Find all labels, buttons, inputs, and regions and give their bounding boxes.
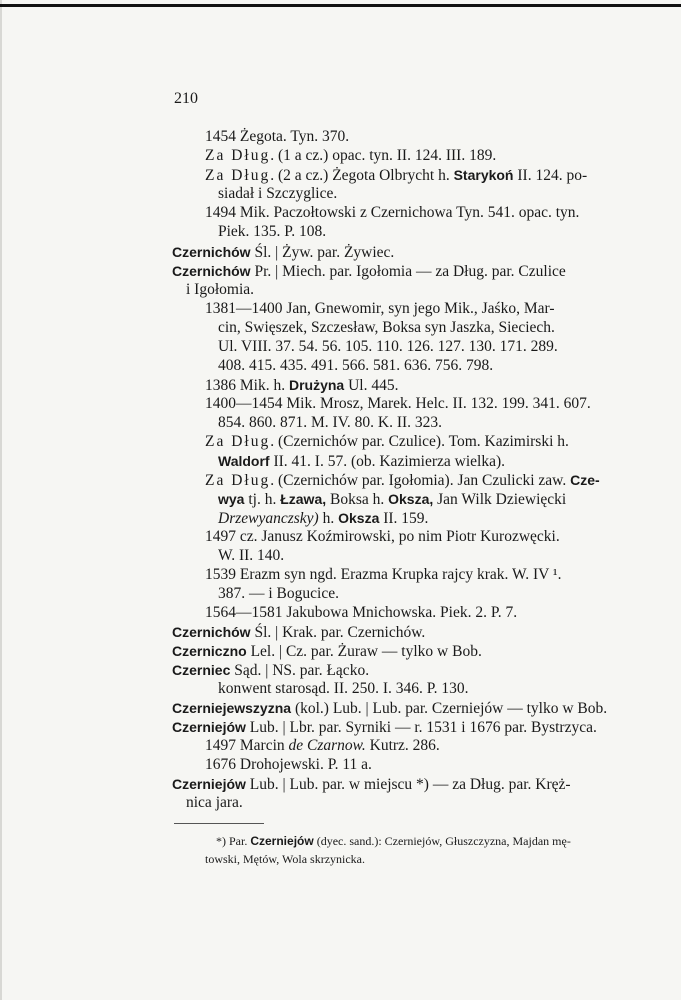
text-line — [218, 356, 493, 376]
text-line — [218, 318, 555, 338]
text-line — [218, 451, 505, 472]
entry-name: Czernichów — [172, 244, 251, 260]
text-segment: Pr. | Miech. par. Igołomia — za Dług. par. Czulice — [250, 263, 566, 280]
italic-text: de Czarnow. — [288, 737, 366, 754]
entry-name: Czerniejów — [172, 719, 246, 735]
text-segment: . (Czernichów par. Czulice). Tom. Kazimirski h. — [270, 433, 569, 450]
entry-name: Czerniejów — [250, 834, 314, 848]
text-segment: Za Dług — [205, 433, 271, 450]
text-segment: 1381—1400 Jan, Gnewomir, syn jego Mik., Jaśko, Mar- — [205, 300, 555, 317]
text-segment: Sąd. | NS. par. Łącko. — [230, 662, 370, 679]
text-segment: tj. h. — [244, 491, 281, 508]
text-line — [172, 717, 597, 738]
text-line — [205, 603, 517, 623]
text-segment: siadał i Szczyglice. — [218, 185, 338, 202]
text-segment: (kol.) Lub. | Lub. par. Czerniejów — tylko w Bob. — [291, 700, 608, 717]
page-number: 210 — [174, 90, 198, 107]
text-line — [172, 261, 566, 282]
text-line — [205, 375, 398, 396]
text-line — [172, 660, 369, 681]
text-line — [172, 622, 425, 643]
text-line — [218, 489, 566, 510]
text-line — [205, 432, 569, 452]
text-line — [205, 527, 560, 547]
text-segment: cin, Swięszek, Szczesław, Boksa syn Jaszka, Sieciech. — [218, 319, 555, 336]
entry-name: Oksza, — [388, 491, 434, 507]
entry-name: Drużyna — [288, 377, 345, 393]
text-line — [205, 565, 561, 585]
text-segment: 1494 Mik. Paczołtowski z Czernichowa Tyn. 541. opac. tyn. — [205, 204, 580, 221]
entry-name: Czerniczno — [172, 643, 247, 659]
page-edge — [0, 0, 2, 1000]
text-segment: konwent starosąd. II. 250. I. 346. P. 130. — [218, 680, 469, 697]
text-line — [218, 413, 442, 433]
text-segment: Za Dług — [205, 472, 271, 489]
text-line — [172, 774, 571, 795]
text-line — [186, 793, 243, 813]
text-line — [172, 242, 394, 263]
entry-name: Czerniejów — [172, 776, 246, 792]
text-segment: Lub. | Lbr. par. Syrniki — r. 1531 i 1676 par. Bystrzyca. — [245, 719, 597, 736]
text-line — [205, 165, 587, 186]
text-segment: II. 41. I. 57. (ob. Kazimierza wielka). — [269, 453, 506, 470]
text-line — [205, 203, 579, 223]
text-segment: nica jara. — [186, 794, 243, 811]
entry-name: Czerniejewszyzna — [172, 700, 292, 716]
text-segment: . (Czernichów par. Igołomia). Jan Czulicki zaw. — [270, 472, 571, 489]
text-line — [205, 127, 349, 147]
text-segment: . (2 a cz.) Żegota Olbrycht h. — [270, 167, 454, 184]
text-line — [205, 299, 555, 319]
text-segment: h. — [318, 510, 339, 527]
text-segment: Lel. | Cz. par. Żuraw — tylko w Bob. — [246, 643, 482, 660]
text-segment: Ul. 445. — [344, 377, 399, 394]
text-segment: Ul. VIII. 37. 54. 56. 105. 110. 126. 127. 130. 171. 289. — [218, 338, 558, 355]
text-line — [218, 584, 339, 604]
text-segment: 1539 Erazm syn ngd. Erazma Krupka rajcy krak. W. IV ¹. — [205, 566, 562, 583]
text-line — [218, 184, 337, 204]
text-segment: 387. — i Bogucice. — [218, 585, 339, 602]
text-segment: 1564—1581 Jakubowa Mnichowska. Piek. 2. P. 7. — [205, 604, 518, 621]
text-segment: 1454 Żegota. Tyn. 370. — [205, 128, 350, 145]
text-segment: *) Par. — [216, 834, 251, 848]
entry-name: Oksza — [338, 510, 380, 526]
text-segment: . (1 a cz.) opac. tyn. II. 124. III. 189. — [270, 147, 497, 164]
text-segment: II. 124. po- — [513, 167, 588, 184]
text-line — [172, 641, 482, 662]
text-segment: Za Dług — [205, 167, 271, 184]
text-segment: towski, Mętów, Wola skrzynicka. — [205, 852, 366, 866]
text-line — [218, 337, 558, 357]
text-line — [172, 698, 607, 719]
text-segment: Lub. | Lub. par. w miejscu *) — za Dług. par. Kręż- — [245, 776, 571, 793]
text-segment: 1676 Drohojewski. P. 11 a. — [205, 756, 372, 773]
entry-name: Czernichów — [172, 624, 251, 640]
text-line — [205, 394, 591, 414]
text-segment: 1386 Mik. h. — [205, 377, 289, 394]
text-line — [205, 755, 372, 775]
entry-name: Czerniec — [172, 662, 231, 678]
text-segment: 1400—1454 Mik. Mrosz, Marek. Helc. II. 132. 199. 341. 607. — [205, 395, 591, 412]
text-segment: W. II. 140. — [218, 547, 285, 564]
text-line — [218, 222, 326, 242]
text-line — [218, 508, 428, 529]
text-line — [205, 736, 440, 756]
text-line — [218, 679, 469, 699]
entry-name: Waldorf — [218, 453, 270, 469]
top-border-rule — [0, 4, 681, 7]
text-segment: 408. 415. 435. 491. 566. 581. 636. 756. 798. — [218, 357, 494, 374]
entry-name: wya — [218, 491, 245, 507]
text-segment: Piek. 135. P. 108. — [218, 223, 327, 240]
footnote-line — [216, 832, 571, 850]
text-segment: II. 159. — [379, 510, 429, 527]
text-line — [205, 146, 496, 166]
text-segment: Boksa h. — [326, 491, 389, 508]
text-segment: 1497 Marcin — [205, 737, 289, 754]
text-line — [205, 470, 600, 491]
entry-name: Cze- — [570, 472, 600, 488]
text-segment: 1497 cz. Janusz Koźmirowski, po nim Piotr Kurozwęcki. — [205, 528, 560, 545]
entry-name: Czernichów — [172, 263, 251, 279]
text-line — [218, 546, 284, 566]
footnote-line — [205, 850, 365, 868]
text-segment: i Igołomia. — [186, 281, 255, 298]
italic-text: Drzewyanczsky) — [218, 510, 319, 527]
text-segment: Śl. | Krak. par. Czernichów. — [250, 624, 426, 641]
text-line — [186, 280, 254, 300]
text-segment: 854. 860. 871. M. IV. 80. K. II. 323. — [218, 414, 443, 431]
entry-name: Starykoń — [453, 167, 514, 183]
text-segment: Jan Wilk Dziewięcki — [433, 491, 567, 508]
entry-name: Łzawa, — [280, 491, 327, 507]
text-segment: Śl. | Żyw. par. Żywiec. — [250, 244, 395, 261]
footnote-rule — [174, 823, 264, 824]
text-segment: Kutrz. 286. — [365, 737, 440, 754]
text-segment: Za Dług — [205, 147, 271, 164]
text-segment: (dyec. sand.): Czerniejów, Głuszczyzna, Majdan mę- — [313, 834, 571, 848]
